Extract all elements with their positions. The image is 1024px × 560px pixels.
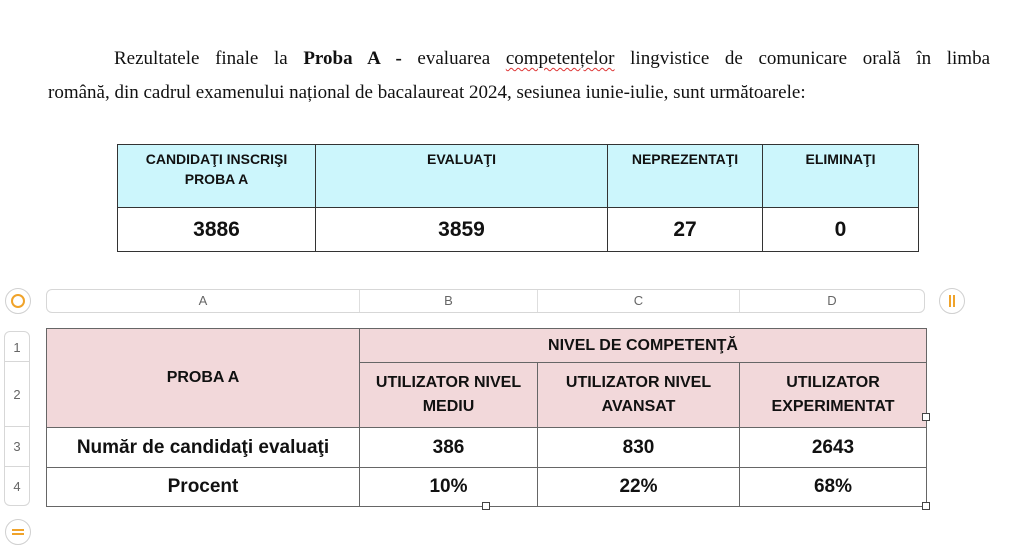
- resize-handle-corner[interactable]: [922, 502, 930, 510]
- column-header-d[interactable]: D: [827, 293, 837, 308]
- row-header-2[interactable]: 2: [4, 362, 30, 427]
- circle-select-icon: [11, 294, 25, 308]
- table-select-button[interactable]: [5, 288, 31, 314]
- registration-values-row: [118, 208, 919, 252]
- cell-pct-experimentat[interactable]: 68%: [740, 468, 927, 507]
- cell-nivel-header[interactable]: NIVEL DE COMPETENŢĂ: [360, 329, 927, 363]
- add-column-button[interactable]: [939, 288, 965, 314]
- column-header-b[interactable]: B: [360, 290, 538, 312]
- cell-pct-mediu[interactable]: 10%: [360, 468, 538, 507]
- cell-level-experimentat[interactable]: UTILIZATOR EXPERIMENTAT: [740, 363, 927, 428]
- table-row: [47, 468, 927, 507]
- cell-count-label[interactable]: Număr de candidaţi evaluaţi: [47, 428, 360, 468]
- value-neprezentati: 27: [608, 208, 763, 252]
- value-inscrisi: 3886: [118, 208, 316, 252]
- header-neprezentati: NEPREZENTAŢI: [608, 145, 763, 208]
- header-inscrisi: CANDIDAŢI INSCRIŞI PROBA A: [118, 145, 316, 208]
- text-segment: Rezultatele finale la: [114, 48, 304, 69]
- cell-pct-label[interactable]: Procent: [47, 468, 360, 507]
- column-pause-icon: [940, 289, 964, 313]
- registration-header-row: [118, 145, 919, 208]
- row-header-4[interactable]: 4: [4, 467, 30, 506]
- text-segment: lingvistice de comunicare orală în limba: [614, 48, 991, 69]
- cell-proba-a[interactable]: PROBA A: [47, 329, 360, 428]
- row-header-1[interactable]: 1: [4, 331, 30, 362]
- cell-level-avansat[interactable]: UTILIZATOR NIVEL AVANSAT: [538, 363, 740, 428]
- table-row: [47, 329, 927, 363]
- resize-handle-bottom[interactable]: [482, 502, 490, 510]
- cell-pct-avansat[interactable]: 22%: [538, 468, 740, 507]
- cell-count-avansat[interactable]: 830: [538, 428, 740, 468]
- row-equals-icon: [6, 520, 30, 544]
- paragraph-line-2: română, din cadrul examenului național de bacalaureat 2024, sesiunea iunie-iulie, sunt următoarele:: [48, 82, 806, 103]
- spellcheck-word[interactable]: competențelor: [505, 48, 615, 69]
- registration-table: [117, 144, 919, 252]
- column-header-c[interactable]: C: [538, 290, 740, 312]
- cell-count-experimentat[interactable]: 2643: [740, 428, 927, 468]
- table-row: [47, 428, 927, 468]
- text-segment: evaluarea: [401, 48, 506, 69]
- column-header-bar: [46, 289, 925, 313]
- header-eliminati: ELIMINAŢI: [763, 145, 919, 208]
- value-eliminati: 0: [763, 208, 919, 252]
- competency-table: [46, 328, 927, 507]
- cell-count-mediu[interactable]: 386: [360, 428, 538, 468]
- intro-paragraph: [48, 42, 990, 110]
- paragraph-line-1: [48, 42, 990, 76]
- column-header-a[interactable]: A: [47, 290, 360, 312]
- resize-handle-right[interactable]: [922, 413, 930, 421]
- add-row-button[interactable]: [5, 519, 31, 545]
- header-evaluati: EVALUAŢI: [316, 145, 608, 208]
- bold-segment: Proba A -: [303, 48, 402, 69]
- value-evaluati: 3859: [316, 208, 608, 252]
- cell-level-mediu[interactable]: UTILIZATOR NIVEL MEDIU: [360, 363, 538, 428]
- row-header-3[interactable]: 3: [4, 427, 30, 467]
